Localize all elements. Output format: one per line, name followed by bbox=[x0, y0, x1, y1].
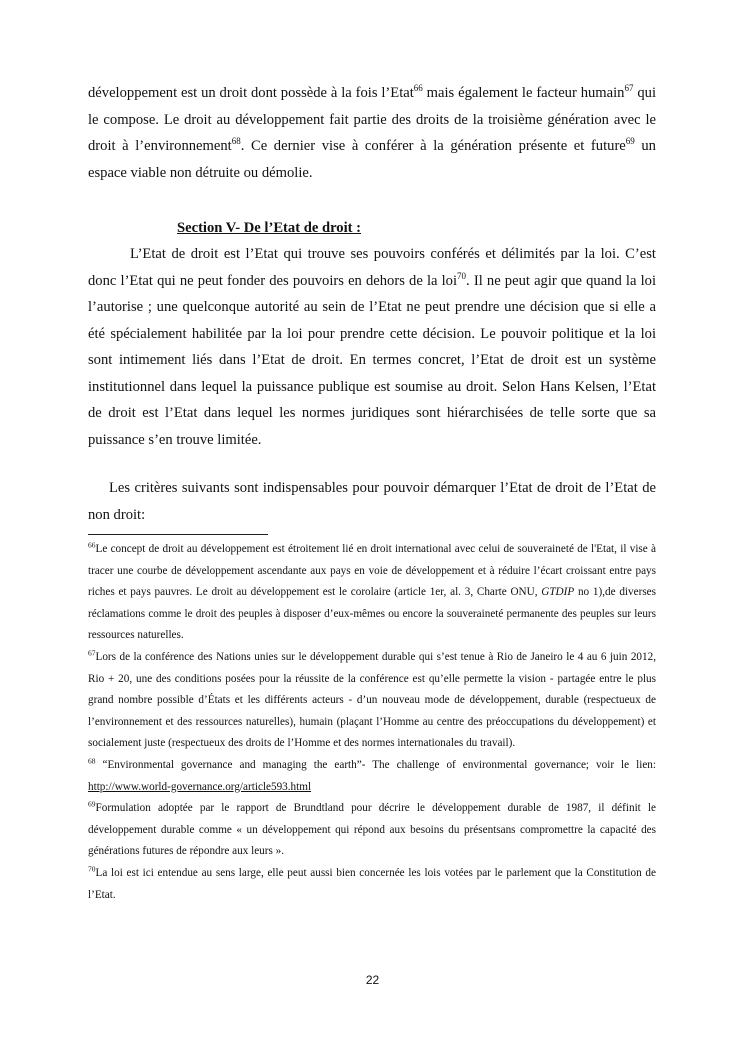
footnote-number: 68 bbox=[88, 756, 96, 766]
text-run: . Ce dernier vise à conférer à la génération présente et future bbox=[240, 138, 626, 154]
footnote-69 bbox=[88, 798, 656, 863]
section-heading: Section V- De l’Etat de droit : bbox=[177, 220, 362, 236]
footnote-text: “Environmental governance and managing the earth”- The challenge of environmental governance; voir le lien: bbox=[95, 758, 656, 771]
footnote-ref-66[interactable]: 66 bbox=[413, 83, 423, 94]
footnote-number: 69 bbox=[88, 799, 96, 809]
footnote-text: Le concept de droit au développement est étroitement lié en droit international avec celui de souveraineté de l'Etat, il vise à tracer une courbe de développement ascendante aux pays en voie de développement et à réduire l’écart croissant entre pays riches et pays pauvres. Le droit au développement est le corolaire (article 1er, al. 3, Charte ONU, bbox=[88, 543, 656, 599]
spacer bbox=[88, 186, 656, 215]
text-run: mais également le facteur humain bbox=[422, 85, 625, 101]
footnote-number: 70 bbox=[88, 864, 96, 874]
footnote-text: La loi est ici entendue au sens large, elle peut aussi bien concernée les lois votées par le parlement que la Constitution de l’Etat. bbox=[88, 866, 656, 901]
text-run: qui le compose. Le droit au développement fait partie des droits de la troisième génération avec le droit à l’environnement bbox=[88, 85, 656, 154]
footnote-ref-70[interactable]: 70 bbox=[457, 270, 467, 281]
spacer bbox=[88, 453, 656, 475]
paragraph-development-right bbox=[88, 80, 656, 186]
text-run: Les critères suivants sont indispensables pour pouvoir démarquer l’Etat de droit de l’Etat de non droit: bbox=[88, 480, 656, 523]
footnote-number: 66 bbox=[88, 540, 96, 550]
footnote-text: Formulation adoptée par le rapport de Brundtland pour décrire le développement durable de 1987, il définit le développement durable comme « un développement qui répond aux besoins du présentsans compromettre la capacité des générations futures de répondre aux leurs ». bbox=[88, 802, 656, 858]
page-content bbox=[88, 80, 656, 906]
text-run: L’Etat de droit est l’Etat qui trouve ses pouvoirs conférés et délimités par la loi. C’est donc l’Etat qui ne peut fonder des pouvoirs en dehors de la loi bbox=[88, 246, 656, 289]
text-run: . Il ne peut agir que quand la loi l’autorise ; une quelconque autorité au sein de l’Etat ne peut prendre une décision que si elle a été spécialement habilitée par la loi pour prendre cette décision. Le pouvoir politique et la loi sont intimement liés dans l’Etat de droit. En termes concret, l’Etat de droit est un système institutionnel dans lequel la puissance publique est soumise au droit. Selon Hans Kelsen, l’Etat de droit est l’Etat dans lequel les normes juridiques sont hiérarchisées de telle sorte que sa puissance s’en trouve limitée. bbox=[88, 272, 656, 448]
world-governance-link[interactable]: http://www.world-governance.org/article593.html bbox=[88, 780, 312, 793]
footnote-number: 67 bbox=[88, 648, 96, 658]
footnote-ref-68[interactable]: 68 bbox=[231, 136, 241, 147]
footnote-ref-67[interactable]: 67 bbox=[624, 83, 634, 94]
paragraph-rule-of-law bbox=[88, 241, 656, 453]
footnote-separator bbox=[88, 534, 268, 535]
footnote-text: Lors de la conférence des Nations unies sur le développement durable qui s’est tenue à Rio de Janeiro le 4 au 6 juin 2012, Rio + 20, une des conditions posées pour la réussite de la conférence est qu’elle permette la vision - partagée entre le plus grand nombre possible d’États et les différents acteurs - d’un nouveau mode de développement, durable (respectueux de l’environnement et des ressources naturelles), humain (plaçant l’Homme au centre des préoccupations du développement) et socialement juste (respectueux des droits de l’Homme et des normes internationales du travail). bbox=[88, 650, 656, 750]
footnote-italic-text: GTDIP bbox=[541, 586, 575, 599]
paragraph-criteria bbox=[88, 475, 656, 528]
footnote-70 bbox=[88, 863, 656, 906]
footnote-67 bbox=[88, 647, 656, 755]
footnote-text: no 1),de diverses réclamations comme le droit des peuples à disposer d’eux-mêmes ou encore la souveraineté permanente des peuples sur leurs ressources naturelles. bbox=[88, 586, 656, 642]
footnote-ref-69[interactable]: 69 bbox=[625, 136, 635, 147]
footnote-66 bbox=[88, 539, 656, 647]
text-run: développement est un droit dont possède à la fois l’Etat bbox=[88, 85, 414, 101]
footnote-68 bbox=[88, 755, 656, 798]
page-number: 22 bbox=[365, 973, 380, 987]
text-run: un espace viable non détruite ou démolie. bbox=[88, 138, 656, 181]
